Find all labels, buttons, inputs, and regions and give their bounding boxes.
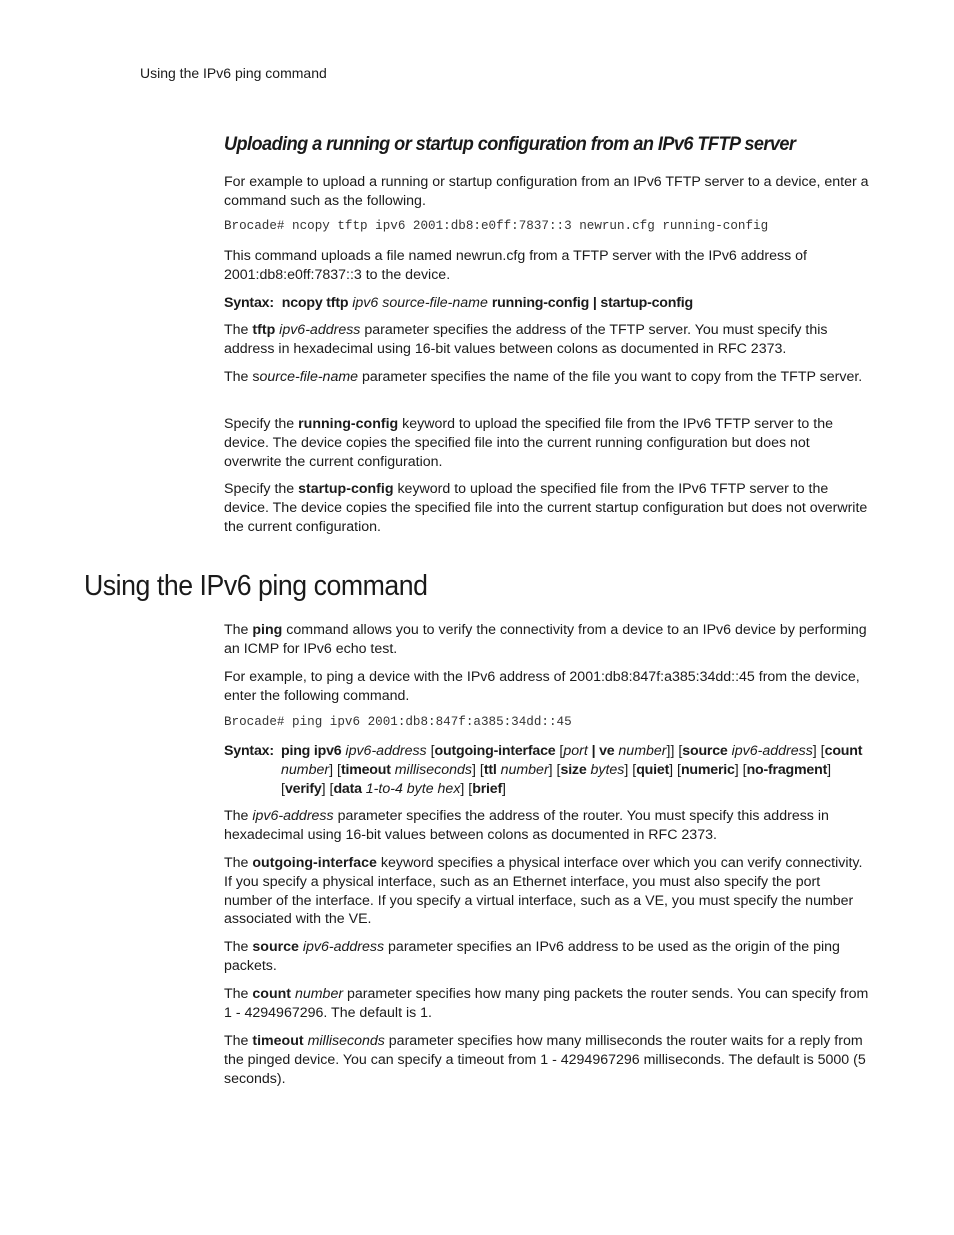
- paragraph: The tftp ipv6-address parameter specifies the address of the TFTP server. You must specify this address in hexadecimal using 16-bit values between colons as documented in RFC 2373.: [224, 322, 828, 357]
- running-head: Using the IPv6 ping command: [140, 65, 327, 81]
- syntax-label: Syntax:: [224, 295, 274, 311]
- syntax-label: Syntax:: [224, 743, 274, 759]
- paragraph: Specify the running-config keyword to upload the specified file from the IPv6 TFTP server to the device. The device copies the specified file into the current running configuration but does not overwrite the current configuration.: [224, 416, 833, 470]
- paragraph: The outgoing-interface keyword specifies a physical interface over which you can verify connectivity. If you specify a physical interface, such as an Ethernet interface, you must also specify the port number of the interface. If you specify a virtual interface, such as a VE, you must specify the number associated with the VE.: [224, 855, 863, 928]
- syntax-line: [224, 294, 869, 313]
- section-subheading: Uploading a running or startup configuration from an IPv6 TFTP server: [224, 133, 796, 155]
- code-example: Brocade# ping ipv6 2001:db8:847f:a385:34dd::45: [224, 715, 572, 729]
- paragraph: For example, to ping a device with the IPv6 address of 2001:db8:847f:a385:34dd::45 from the device, enter the following command.: [224, 669, 860, 704]
- syntax-command: ncopy tftp: [281, 295, 349, 311]
- syntax-block: [224, 742, 869, 798]
- code-example: Brocade# ncopy tftp ipv6 2001:db8:e0ff:7837::3 newrun.cfg running-config: [224, 219, 769, 233]
- paragraph: This command uploads a file named newrun.cfg from a TFTP server with the IPv6 address of 2001:db8:e0ff:7837::3 to the device.: [224, 248, 808, 283]
- paragraph: The source ipv6-address parameter specifies an IPv6 address to be used as the origin of the ping packets.: [224, 939, 840, 974]
- paragraph: The timeout milliseconds parameter specifies how many milliseconds the router waits for a reply from the pinged device. You can specify a timeout from 1 - 4294967296 milliseconds. The default is 5000 (5 seconds).: [224, 1033, 866, 1087]
- syntax-argument: ipv6 source-file-name: [352, 295, 488, 311]
- paragraph: The ping command allows you to verify the connectivity from a device to an IPv6 device by performing an ICMP for IPv6 echo test.: [224, 622, 867, 657]
- paragraph: For example to upload a running or startup configuration from an IPv6 TFTP server to a device, enter a command such as the following.: [224, 174, 869, 209]
- paragraph: The ipv6-address parameter specifies the address of the router. You must specify this address in hexadecimal using 16-bit values between colons as documented in RFC 2373.: [224, 808, 829, 843]
- paragraph: The source-file-name parameter specifies the name of the file you want to copy from the TFTP server.: [224, 369, 863, 385]
- syntax-body: ping ipv6 ipv6-address [outgoing-interface [port | ve number]] [source ipv6-address] [count number] [timeout milliseconds] [ttl number] [size bytes] [quiet] [numeric] [no-fragment] [verify] [data 1-to-4 byte hex] [brief]: [281, 743, 863, 797]
- paragraph: The count number parameter specifies how many ping packets the router sends. You can specify from 1 - 4294967296. The default is 1.: [224, 986, 869, 1021]
- syntax-options: running-config | startup-config: [491, 295, 693, 311]
- section-heading: Using the IPv6 ping command: [84, 570, 428, 602]
- paragraph: Specify the startup-config keyword to upload the specified file from the IPv6 TFTP server to the device. The device copies the specified file into the current startup configuration but does not overwrite the current configuration.: [224, 481, 868, 535]
